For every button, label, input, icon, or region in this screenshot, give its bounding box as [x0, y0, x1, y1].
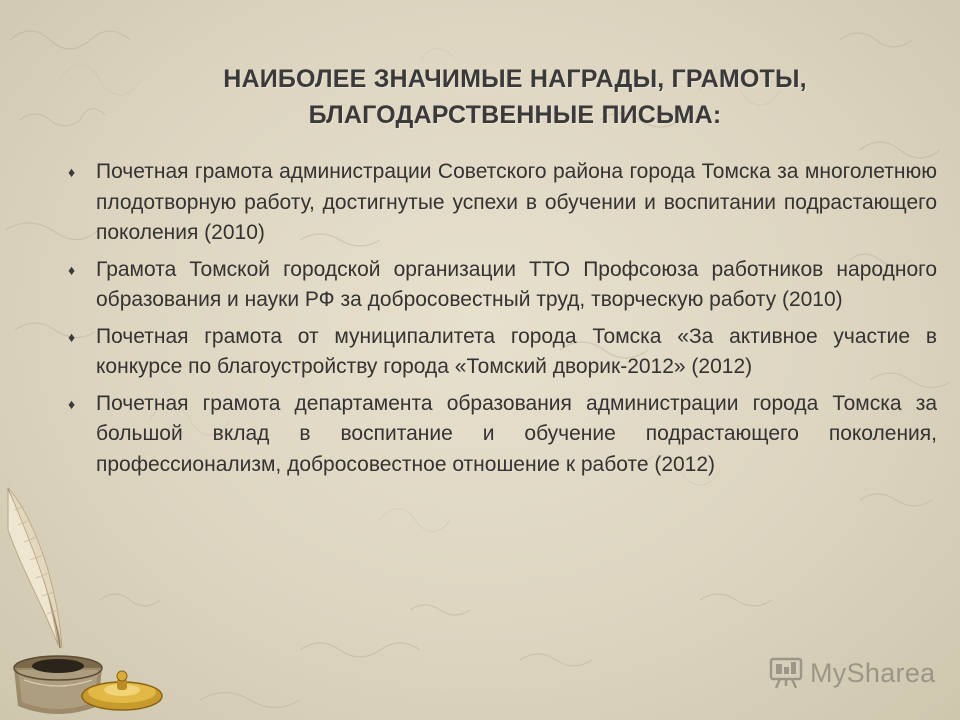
list-item: [62, 157, 937, 249]
title-line-2: БЛАГОДАРСТВЕННЫЕ ПИСЬМА:: [308, 100, 722, 129]
diamond-bullet-icon: ♦: [68, 261, 76, 278]
presentation-board-icon: [768, 656, 804, 690]
diamond-bullet-icon: ♦: [68, 395, 76, 412]
slide-title: [80, 61, 950, 133]
list-item: [62, 255, 937, 316]
watermark-text: MySharea: [810, 657, 936, 688]
list-item-text: Почетная грамота департамента образования администрации города Томска за большой вклад в воспитание и обучение подрастающего поколения, профессионализм, добросовестное отношение к работе (2012): [96, 391, 937, 476]
diamond-bullet-icon: ♦: [68, 164, 76, 180]
list-item: [62, 322, 937, 383]
title-line-1: НАИБОЛЕЕ ЗНАЧИМЫЕ НАГРАДЫ, ГРАМОТЫ,: [223, 64, 807, 93]
quill-and-inkwell-icon: [0, 470, 170, 720]
list-item: [62, 389, 937, 481]
list-item-text: Почетная грамота администрации Советского района города Томска за многолетнюю плодотворную работу, достигнутые успехи в обучении и воспитании подрастающего поколения (2010): [96, 160, 937, 244]
watermark-logo: [768, 653, 935, 693]
list-item-text: Грамота Томской городской организации ТТО Профсоюза работников народного образования и науки РФ за добросовестный труд, творческую работу (2010): [96, 257, 937, 311]
awards-list: [62, 157, 937, 486]
list-item-text: Почетная грамота от муниципалитета города Томска «За активное участие в конкурсе по благоустройству города «Томский дворик-2012» (2012): [96, 324, 937, 378]
diamond-bullet-icon: ♦: [68, 328, 76, 345]
